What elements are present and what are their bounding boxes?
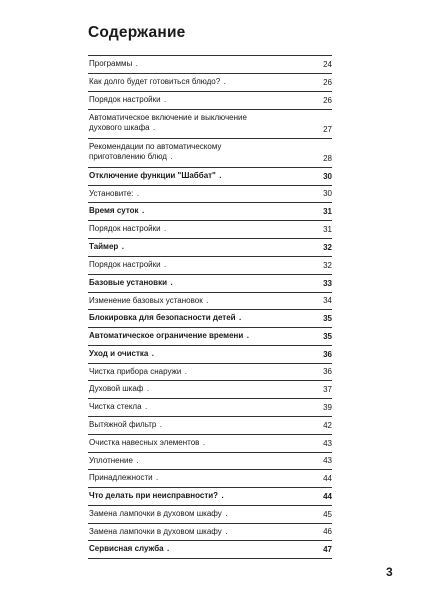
toc-entry-label: Время суток: [89, 206, 139, 215]
toc-entry-text: [88, 328, 332, 344]
toc-entry-page: 32: [323, 243, 332, 252]
page-title: Содержание: [88, 24, 186, 41]
toc-entry-label: Сервисная служба: [89, 544, 164, 553]
toc-entry-page: 26: [323, 78, 332, 87]
toc-entry-text: [88, 110, 332, 136]
toc-entry-label: приготовлению блюд: [89, 152, 167, 161]
toc-entry-label: Что делать при неисправности?: [89, 491, 219, 500]
leader-dots: .: [218, 491, 225, 500]
toc-entry-text: [88, 139, 332, 165]
toc-entry-text: [88, 293, 332, 309]
toc-entry[interactable]: [88, 275, 332, 293]
toc-entry-text: [88, 346, 332, 362]
toc-entry-label: Замена лампочки в духовом шкафу: [89, 527, 222, 536]
leader-dots: .: [138, 206, 146, 215]
toc-entry[interactable]: [88, 239, 332, 257]
leader-dots: .: [132, 59, 140, 68]
leader-dots: .: [143, 384, 151, 393]
toc-entry[interactable]: [88, 293, 332, 310]
toc-entry-text: [88, 74, 332, 90]
toc-entry-label: Отключение функции "Шаббат": [89, 171, 216, 180]
toc-entry-text: [88, 399, 332, 415]
toc-entry[interactable]: [88, 110, 332, 139]
toc-entry[interactable]: [88, 506, 332, 524]
toc-entry-text: [88, 364, 332, 380]
toc-entry-page: 31: [323, 207, 332, 216]
leader-dots: .: [235, 313, 243, 322]
toc-entry[interactable]: [88, 74, 332, 92]
toc-entry-text: [88, 506, 332, 522]
toc-entry[interactable]: [88, 203, 332, 221]
toc-entry-page: 32: [323, 261, 332, 270]
toc-entry-text: [88, 56, 332, 72]
toc-entry-text: [88, 488, 332, 504]
toc-entry-page: 36: [323, 367, 332, 376]
toc-entry-text: [88, 168, 332, 184]
toc-entry-label: Изменение базовых установок: [89, 296, 203, 305]
leader-dots: .: [163, 544, 171, 553]
toc-entry[interactable]: [88, 92, 332, 110]
toc-entry-text: [88, 470, 332, 486]
leader-dots: .: [221, 509, 229, 518]
toc-entry-text: [88, 239, 332, 255]
leader-dots: .: [220, 77, 228, 86]
toc-entry-text: [88, 417, 332, 433]
toc-entry-page: 42: [323, 421, 332, 430]
toc-entry[interactable]: [88, 399, 332, 417]
toc-entry[interactable]: [88, 435, 332, 453]
toc-entry[interactable]: [88, 453, 332, 470]
toc-entry-label: Программы: [89, 59, 133, 68]
toc-entry[interactable]: [88, 257, 332, 275]
toc-entry-text: [88, 92, 332, 108]
toc-entry-text: [88, 381, 332, 397]
leader-dots: .: [118, 242, 126, 251]
leader-dots: .: [166, 152, 174, 161]
toc-entry-label: Как долго будет готовиться блюдо?: [89, 77, 221, 86]
toc-entry[interactable]: [88, 541, 332, 559]
leader-dots: .: [215, 171, 223, 180]
toc-entry-label: Автоматическое ограничение времени: [89, 331, 244, 340]
toc-entry-page: 36: [323, 350, 332, 359]
toc-entry-label: Порядок настройки: [89, 260, 161, 269]
toc-entry-label: Таймер: [89, 242, 119, 251]
toc-entry[interactable]: [88, 310, 332, 328]
leader-dots: .: [141, 402, 149, 411]
toc-entry[interactable]: [88, 139, 332, 168]
toc-entry[interactable]: [88, 417, 332, 435]
toc-entry[interactable]: [88, 524, 332, 541]
toc-entry-label: Автоматическое включение и выключение: [89, 113, 247, 122]
toc-entry-page: 24: [323, 60, 332, 69]
toc-entry-label: Установите:: [89, 189, 134, 198]
toc-entry-page: 30: [323, 189, 332, 198]
toc-entry[interactable]: [88, 364, 332, 381]
toc-entry-label: Порядок настройки: [89, 95, 161, 104]
toc-entry[interactable]: [88, 470, 332, 488]
toc-entry-text: [88, 524, 332, 540]
toc-entry-label: Чистка прибора снаружи: [89, 367, 182, 376]
toc-entry-page: 30: [323, 172, 332, 181]
toc-entry-page: 43: [323, 439, 332, 448]
toc-entry-page: 35: [323, 332, 332, 341]
toc-entry-text: [88, 257, 332, 273]
toc-entry-text: [88, 541, 332, 557]
toc-entry-label: Чистка стекла: [89, 402, 142, 411]
leader-dots: .: [243, 331, 251, 340]
toc-entry-label: Вытяжной фильтр: [89, 420, 157, 429]
toc-entry-text: [88, 275, 332, 291]
toc-entry-label: Замена лампочки в духовом шкафу: [89, 509, 222, 518]
leader-dots: .: [160, 224, 168, 233]
leader-dots: .: [221, 527, 229, 536]
leader-dots: .: [160, 95, 168, 104]
toc-entry-page: 33: [323, 279, 332, 288]
toc-entry-page: 34: [323, 296, 332, 305]
toc-entry-page: 28: [323, 154, 332, 163]
toc-entry-text: [88, 221, 332, 237]
toc-entry-page: 26: [323, 96, 332, 105]
toc-entry-page: 39: [323, 403, 332, 412]
toc-entry[interactable]: [88, 346, 332, 364]
toc-entry-label: Уплотнение: [89, 456, 133, 465]
toc-entry-text: [88, 453, 332, 469]
toc-entry-text: [88, 186, 332, 202]
toc-entry-page: 43: [323, 456, 332, 465]
toc-entry-page: 44: [323, 492, 332, 501]
toc-entry-label: духового шкафа: [89, 123, 150, 132]
toc-entry[interactable]: [88, 221, 332, 239]
leader-dots: .: [152, 473, 160, 482]
toc-entry-page: 37: [323, 385, 332, 394]
leader-dots: .: [181, 367, 189, 376]
toc-entry-page: 44: [323, 474, 332, 483]
toc-entry-page: 31: [323, 225, 332, 234]
toc-entry-page: 27: [323, 125, 332, 134]
leader-dots: .: [156, 420, 164, 429]
toc-entry-label: Очистка навесных элементов: [89, 438, 200, 447]
toc-entry-label: Блокировка для безопасности детей: [89, 313, 236, 322]
leader-dots: .: [167, 278, 174, 287]
toc-entry-page: 35: [323, 314, 332, 323]
leader-dots: .: [148, 349, 156, 358]
toc-entry[interactable]: [88, 186, 332, 203]
leader-dots: .: [202, 296, 210, 305]
table-of-contents: [88, 55, 332, 559]
toc-entry-label: Духовой шкаф: [89, 384, 144, 393]
toc-entry-text: [88, 435, 332, 451]
toc-entry[interactable]: [88, 328, 332, 346]
toc-entry-label: Порядок настройки: [89, 224, 161, 233]
toc-entry-label: Принадлежности: [89, 473, 153, 482]
toc-entry-label: Уход и очистка: [89, 349, 149, 358]
toc-entry[interactable]: [88, 168, 332, 186]
toc-entry[interactable]: [88, 56, 332, 74]
toc-entry-label: Рекомендации по автоматическому: [89, 142, 222, 151]
toc-entry-text: [88, 310, 332, 326]
toc-entry-page: 46: [323, 527, 332, 536]
leader-dots: .: [149, 123, 157, 132]
leader-dots: .: [160, 260, 168, 269]
toc-entry-label: Базовые установки: [89, 278, 168, 287]
leader-dots: .: [133, 189, 141, 198]
page-number: 3: [386, 565, 393, 579]
toc-entry-page: 47: [323, 545, 332, 554]
leader-dots: .: [132, 456, 140, 465]
toc-entry-text: [88, 203, 332, 219]
toc-entry[interactable]: [88, 381, 332, 399]
leader-dots: .: [199, 438, 207, 447]
toc-entry-page: 45: [323, 510, 332, 519]
toc-entry[interactable]: [88, 488, 332, 506]
